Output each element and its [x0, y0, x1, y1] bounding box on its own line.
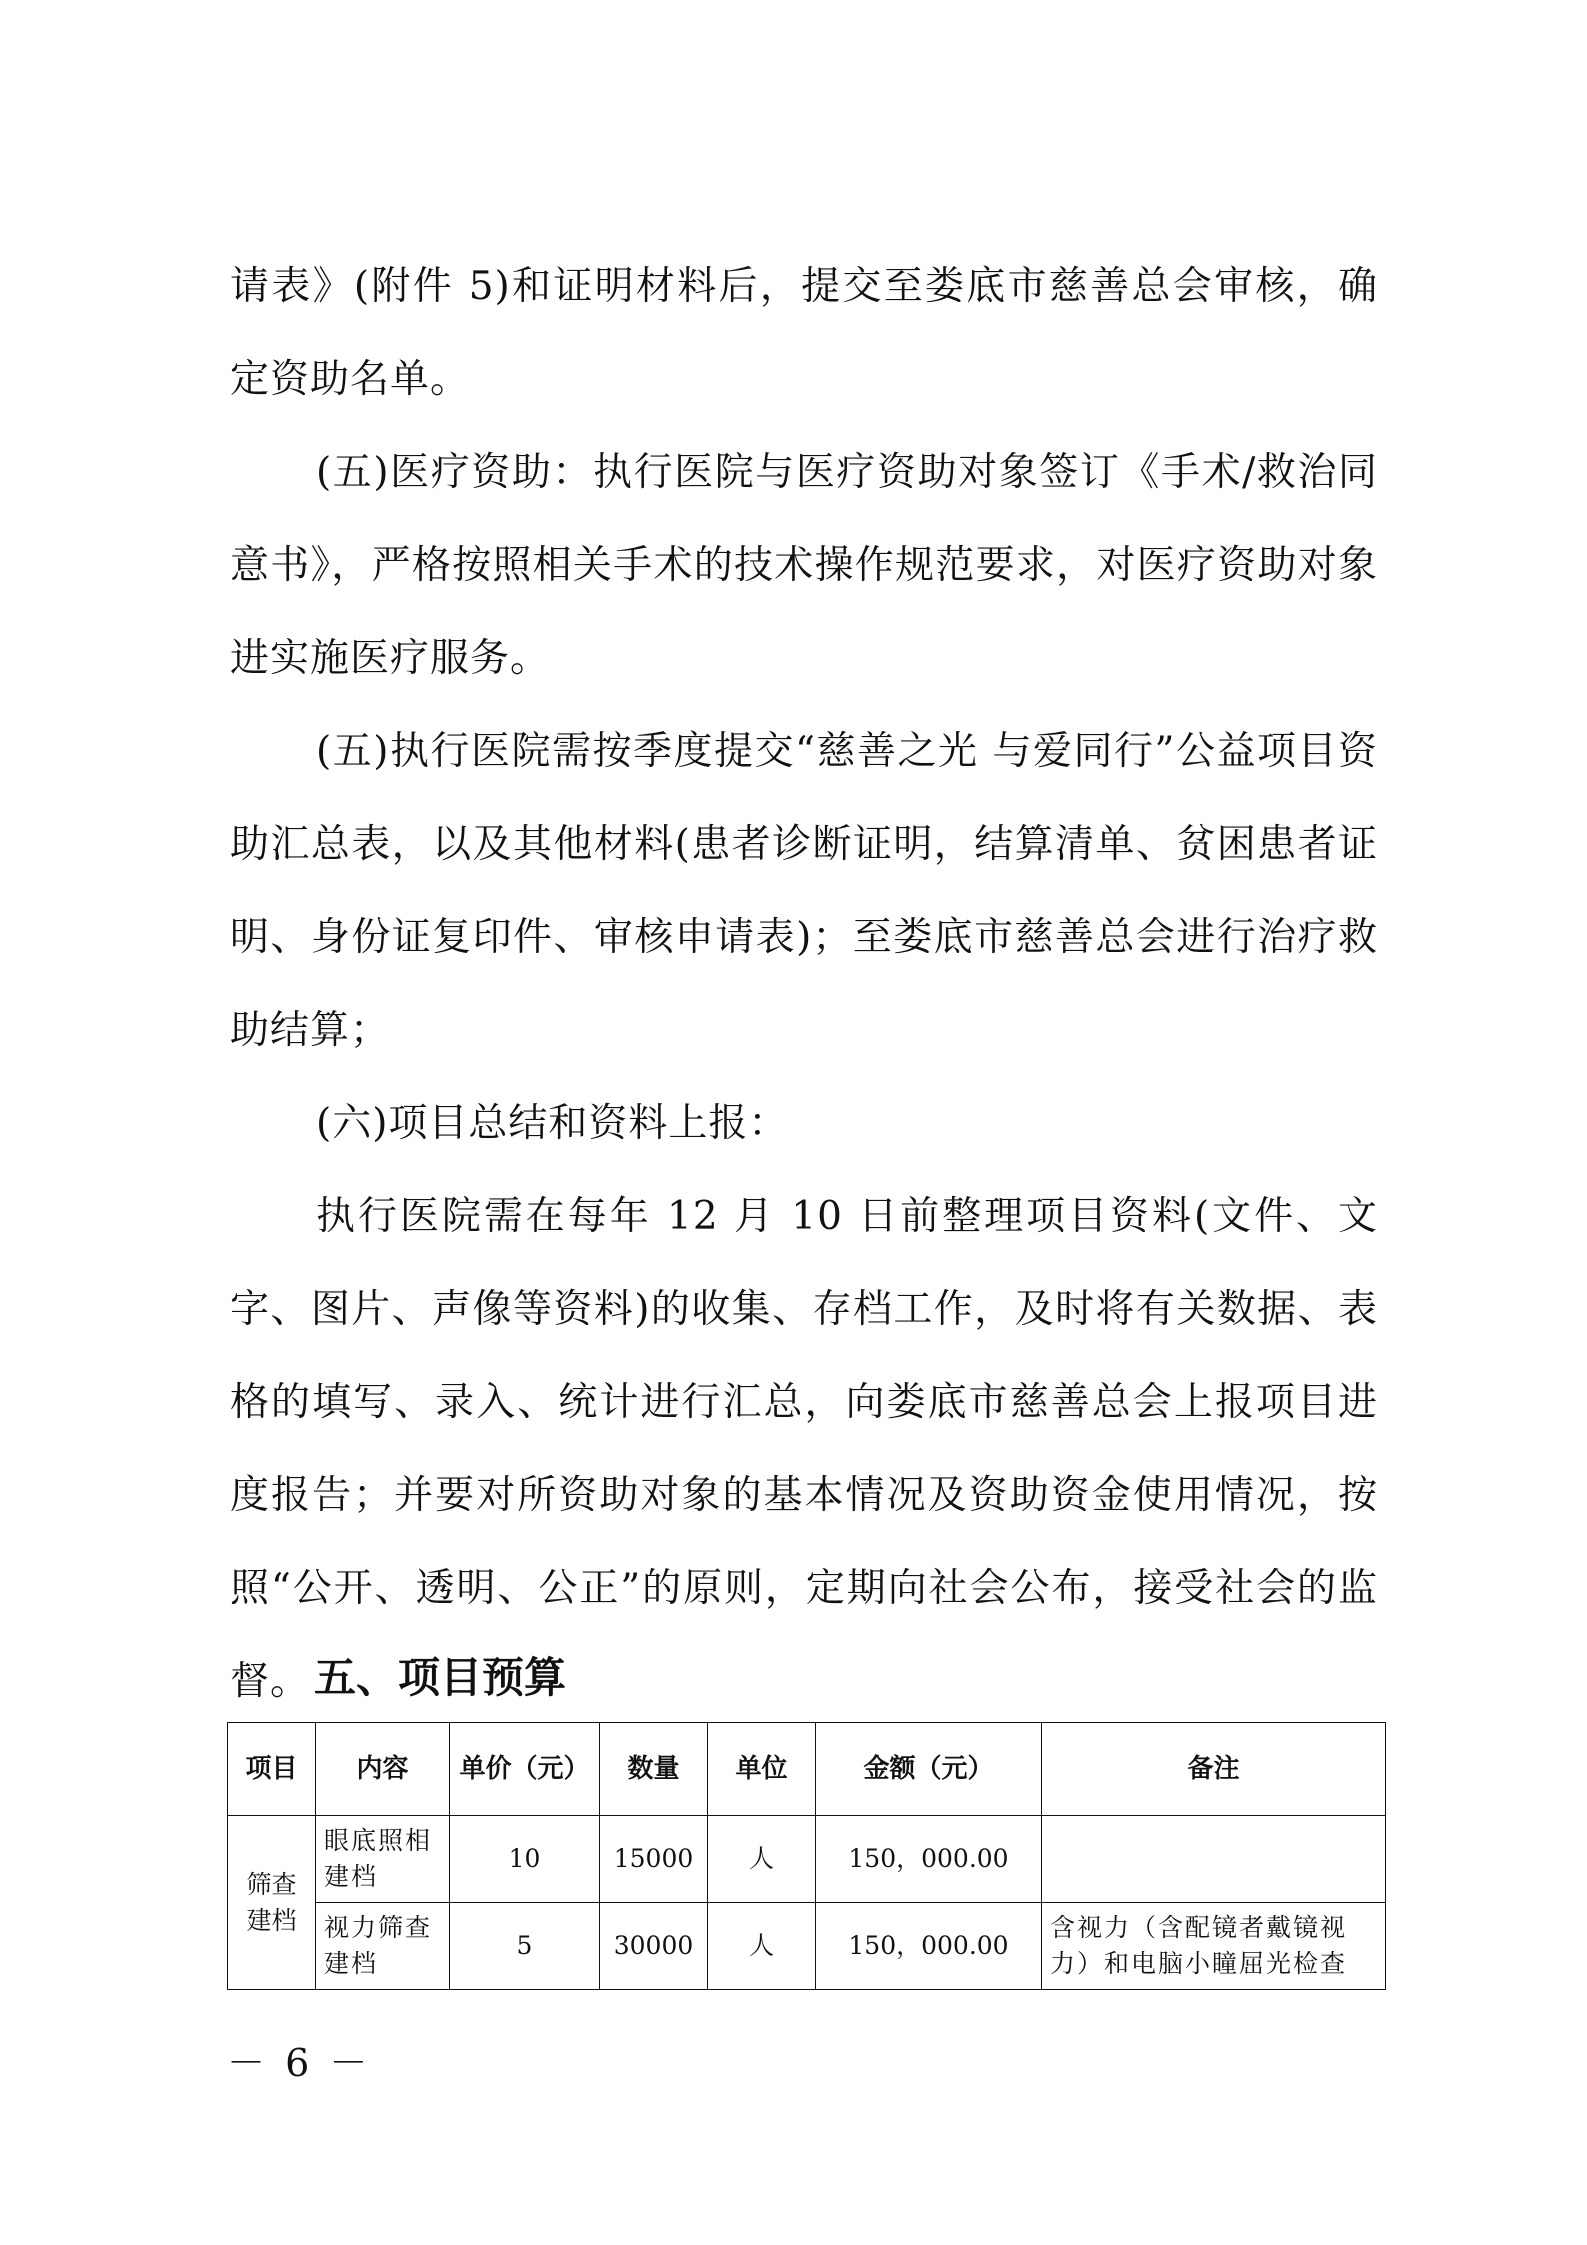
row-quantity-cell: 15000	[600, 1816, 708, 1903]
budget-table	[227, 1722, 1386, 1990]
row-content-cell: 视力筛查建档	[316, 1903, 450, 1990]
header-amount: 金额（元）	[816, 1723, 1042, 1816]
row-unit-price-cell: 5	[450, 1903, 600, 1990]
paragraph-5: 执行医院需在每年 12 月 10 日前整理项目资料(文件、文字、图片、声像等资料)的收集、存档工作，及时将有关数据、表格的填写、录入、统计进行汇总，向娄底市慈善总会上报项目进度报告；并要对所资助对象的基本情况及资助资金使用情况，按照“公开、透明、公正”的原则，定期向社会公布，接受社会的监督。	[230, 1194, 1378, 1704]
row-quantity-cell: 30000	[600, 1903, 708, 1990]
paragraph-4: (六)项目总结和资料上报：	[316, 1101, 789, 1146]
paragraph-2: (五)医疗资助：执行医院与医疗资助对象签订《手术/救治同意书》，严格按照相关手术的技术操作规范要求，对医疗资助对象进实施医疗服务。	[230, 450, 1378, 681]
row-amount-cell: 150，000.00	[816, 1903, 1042, 1990]
header-quantity: 数量	[600, 1723, 708, 1816]
header-unit: 单位	[708, 1723, 816, 1816]
table-row	[228, 1903, 1386, 1990]
page-number: － 6 －	[227, 2041, 372, 2085]
group-label-cell: 筛查建档	[228, 1816, 316, 1990]
section-heading: 五、项目预算	[314, 1653, 567, 1702]
table-header-row	[228, 1723, 1386, 1816]
paragraph-1: 请表》(附件 5)和证明材料后，提交至娄底市慈善总会审核，确定资助名单。	[230, 264, 1378, 402]
row-unit-price-cell: 10	[450, 1816, 600, 1903]
document-body	[230, 240, 1378, 1728]
row-unit-cell: 人	[708, 1816, 816, 1903]
table-row	[228, 1816, 1386, 1903]
row-unit-cell: 人	[708, 1903, 816, 1990]
row-remark-cell	[1042, 1816, 1386, 1903]
row-amount-cell: 150，000.00	[816, 1816, 1042, 1903]
paragraph-3: (五)执行医院需按季度提交“慈善之光 与爱同行”公益项目资助汇总表，以及其他材料(患者诊断证明，结算清单、贫困患者证明、身份证复印件、审核申请表)；至娄底市慈善总会进行治疗救助结算；	[230, 729, 1378, 1053]
header-content: 内容	[316, 1723, 450, 1816]
header-unit-price: 单价（元）	[450, 1723, 600, 1816]
header-item: 项目	[228, 1723, 316, 1816]
row-content-cell: 眼底照相建档	[316, 1816, 450, 1903]
row-remark-cell: 含视力（含配镜者戴镜视力）和电脑小瞳屈光检查	[1042, 1903, 1386, 1990]
header-remark: 备注	[1042, 1723, 1386, 1816]
